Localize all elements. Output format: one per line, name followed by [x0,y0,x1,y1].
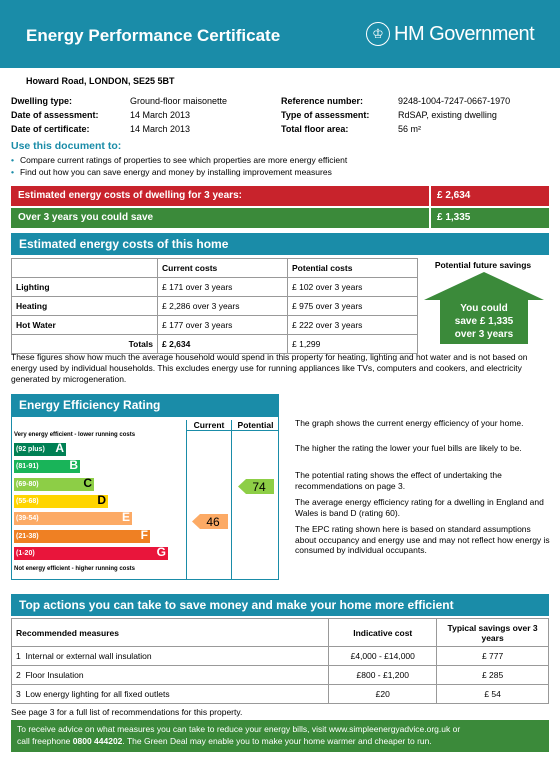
use-document-bullets [11,154,347,178]
savings-bar [11,208,549,228]
indicative-cost: £800 - £1,200 [329,666,437,685]
typical-saving: £ 54 [437,685,549,704]
assessment-type-label: Type of assessment: [281,110,370,120]
rating-band-a [14,443,66,456]
current-column-header: Current [193,420,225,430]
rating-band-e [14,512,132,525]
assessment-type-value: RdSAP, existing dwelling [398,110,497,120]
table-row [12,666,549,685]
bullet-text: Compare current ratings of properties to see which properties are more energy efficient [19,155,348,165]
bottom-caption: Not energy efficient - higher running costs [14,566,136,572]
indicative-cost: £20 [329,685,437,704]
crest-icon: ♔ [366,22,390,46]
band-range: (55-68) [16,497,39,505]
measure-cell [12,647,329,666]
totals-row [12,335,418,354]
totals-label: Totals [12,335,158,354]
band-range: (21-38) [16,532,39,540]
totals-potential: £ 1,299 [288,335,418,354]
dwelling-type-label: Dwelling type: [11,96,73,106]
current-cost: £ 177 over 3 years [158,316,288,335]
current-rating-arrow [192,514,228,529]
footer-line-1: To receive advice on what measures you can take to reduce your energy bills, visit www.simpleenergyadvice.org.uk or [17,724,461,734]
actions-table [11,618,549,704]
see-page-note: See page 3 for a full list of recommendations for this property. [11,707,243,717]
costs-table [11,258,418,354]
row-label: Heating [12,297,158,316]
table-row [12,316,418,335]
column-divider [231,420,232,580]
reference-label: Reference number: [281,96,364,106]
table-row [12,297,418,316]
costs-explanation: These figures show how much the average household would spend in this property for heating, lighting and hot water and is not based on energy used by individual households. This excludes energy use for running appliances like TVs, computers and cookers, and electricity generated by microgeneration. [11,352,528,384]
page-title: Energy Performance Certificate [26,26,281,45]
current-cost: £ 2,286 over 3 years [158,297,288,316]
measure-cell [12,685,329,704]
table-header: Potential costs [288,259,418,278]
rating-band-d [14,492,108,508]
measure-name: Low energy lighting for all fixed outlets [25,689,170,699]
actions-section-title: Top actions you can take to save money and make your home more efficient [11,594,549,616]
savings-arrow-text [424,302,544,341]
rating-band-c [14,475,94,491]
band-letter: B [69,458,78,473]
details-left-values [130,94,227,136]
bullet-text: Find out how you can save energy and money by installing improvement measures [19,167,332,177]
row-label: Lighting [12,278,158,297]
bullet-item [11,166,347,178]
footer-line-2 [17,735,543,747]
floor-area-value: 56 m² [398,124,422,134]
typical-saving: £ 777 [437,647,549,666]
measure-name: Floor Insulation [25,670,84,680]
rating-text-2: The higher the rating the lower your fuel bills are likely to be. [295,443,522,453]
row-label: Hot Water [12,316,158,335]
header-banner [0,0,560,68]
measure-number: 3 [16,689,21,699]
divider [429,186,431,206]
estimated-cost-value: £ 2,634 [437,190,471,201]
band-letter: G [156,544,166,559]
potential-rating-value: 74 [252,480,266,494]
bullet-item [11,154,347,166]
details-right [281,94,369,136]
costs-section-title: Estimated energy costs of this home [11,233,549,255]
table-row [12,278,418,297]
rating-text-1: The graph shows the current energy efficiency of your home. [295,418,524,428]
band-range: (92 plus) [16,446,45,453]
arrow-line: over 3 years [454,329,514,340]
potential-cost: £ 102 over 3 years [288,278,418,297]
footer-text: call freephone [17,736,73,746]
property-address: Howard Road, LONDON, SE25 5BT [26,76,175,86]
potential-column-header: Potential [237,420,274,430]
band-letter: F [140,527,148,542]
rating-band-b [14,460,80,473]
column-divider [186,420,187,580]
band-letter: C [83,475,92,490]
measure-name: Internal or external wall insulation [25,651,152,661]
indicative-cost: £4,000 - £14,000 [329,647,437,666]
potential-rating-arrow [238,479,274,494]
savings-label: Over 3 years you could save [18,212,154,223]
dwelling-type-value: Ground-floor maisonette [130,96,228,106]
rating-band-f [14,527,150,543]
measure-cell [12,666,329,685]
hm-government-logo [366,22,534,46]
estimated-cost-bar [11,186,549,206]
floor-area-label: Total floor area: [281,124,349,134]
footer-text: . The Green Deal may enable you to make your home warmer and cheaper to run. [122,736,432,746]
band-letter: D [97,492,106,507]
details-left [11,94,99,136]
header-underline [186,430,279,431]
table-header: Current costs [158,259,288,278]
measure-number: 2 [16,670,21,680]
table-header: Indicative cost [329,619,437,647]
band-range: (81-91) [16,463,39,471]
rating-band-g [14,544,168,560]
current-cost: £ 171 over 3 years [158,278,288,297]
footer-phone: 0800 444202 [72,736,123,746]
rating-section-title: Energy Efficiency Rating [11,394,279,416]
estimated-cost-label: Estimated energy costs of dwelling for 3 years: [18,190,242,201]
table-header: Typical savings over 3 years [437,619,549,647]
rating-text-5: The EPC rating shown here is based on standard assumptions about occupancy and energy use and may not reflect how energy is consumed by individual occupants. [295,524,550,555]
rating-text-3: The potential rating shows the effect of undertaking the recommendations on page 3. [295,470,502,491]
date-assessment-value: 14 March 2013 [130,110,191,120]
table-header [12,259,158,278]
measure-number: 1 [16,651,21,661]
footer-advice [11,720,549,752]
hm-government-text: HM Government [394,22,535,45]
arrow-line: save £ 1,335 [454,316,514,327]
current-rating-value: 46 [206,515,220,529]
typical-saving: £ 285 [437,666,549,685]
bullet-icon: • [11,155,14,165]
band-range: (69-80) [16,480,39,488]
band-letter: A [55,441,64,455]
details-right-values [398,94,510,136]
bullet-icon: • [11,167,14,177]
reference-value: 9248-1004-7247-0667-1970 [398,96,511,106]
future-savings-title: Potential future savings [434,260,532,270]
band-letter: E [121,510,130,525]
savings-value: £ 1,335 [437,212,471,223]
potential-cost: £ 975 over 3 years [288,297,418,316]
divider [429,208,431,228]
totals-current: £ 2,634 [158,335,288,354]
band-range: (1-20) [16,549,35,557]
band-range: (39-54) [16,515,39,523]
use-document-title: Use this document to: [11,140,122,152]
date-certificate-label: Date of certificate: [11,124,90,134]
top-caption: Very energy efficient - lower running costs [14,432,136,438]
table-header: Recommended measures [12,619,329,647]
table-row [12,685,549,704]
date-assessment-label: Date of assessment: [11,110,99,120]
table-header-row [12,259,418,278]
rating-text-4: The average energy efficiency rating for a dwelling in England and Wales is band D (rating 60). [295,497,544,518]
table-row [12,647,549,666]
date-certificate-value: 14 March 2013 [130,124,191,134]
table-header-row [12,619,549,647]
arrow-line: You could [460,303,508,314]
potential-cost: £ 222 over 3 years [288,316,418,335]
